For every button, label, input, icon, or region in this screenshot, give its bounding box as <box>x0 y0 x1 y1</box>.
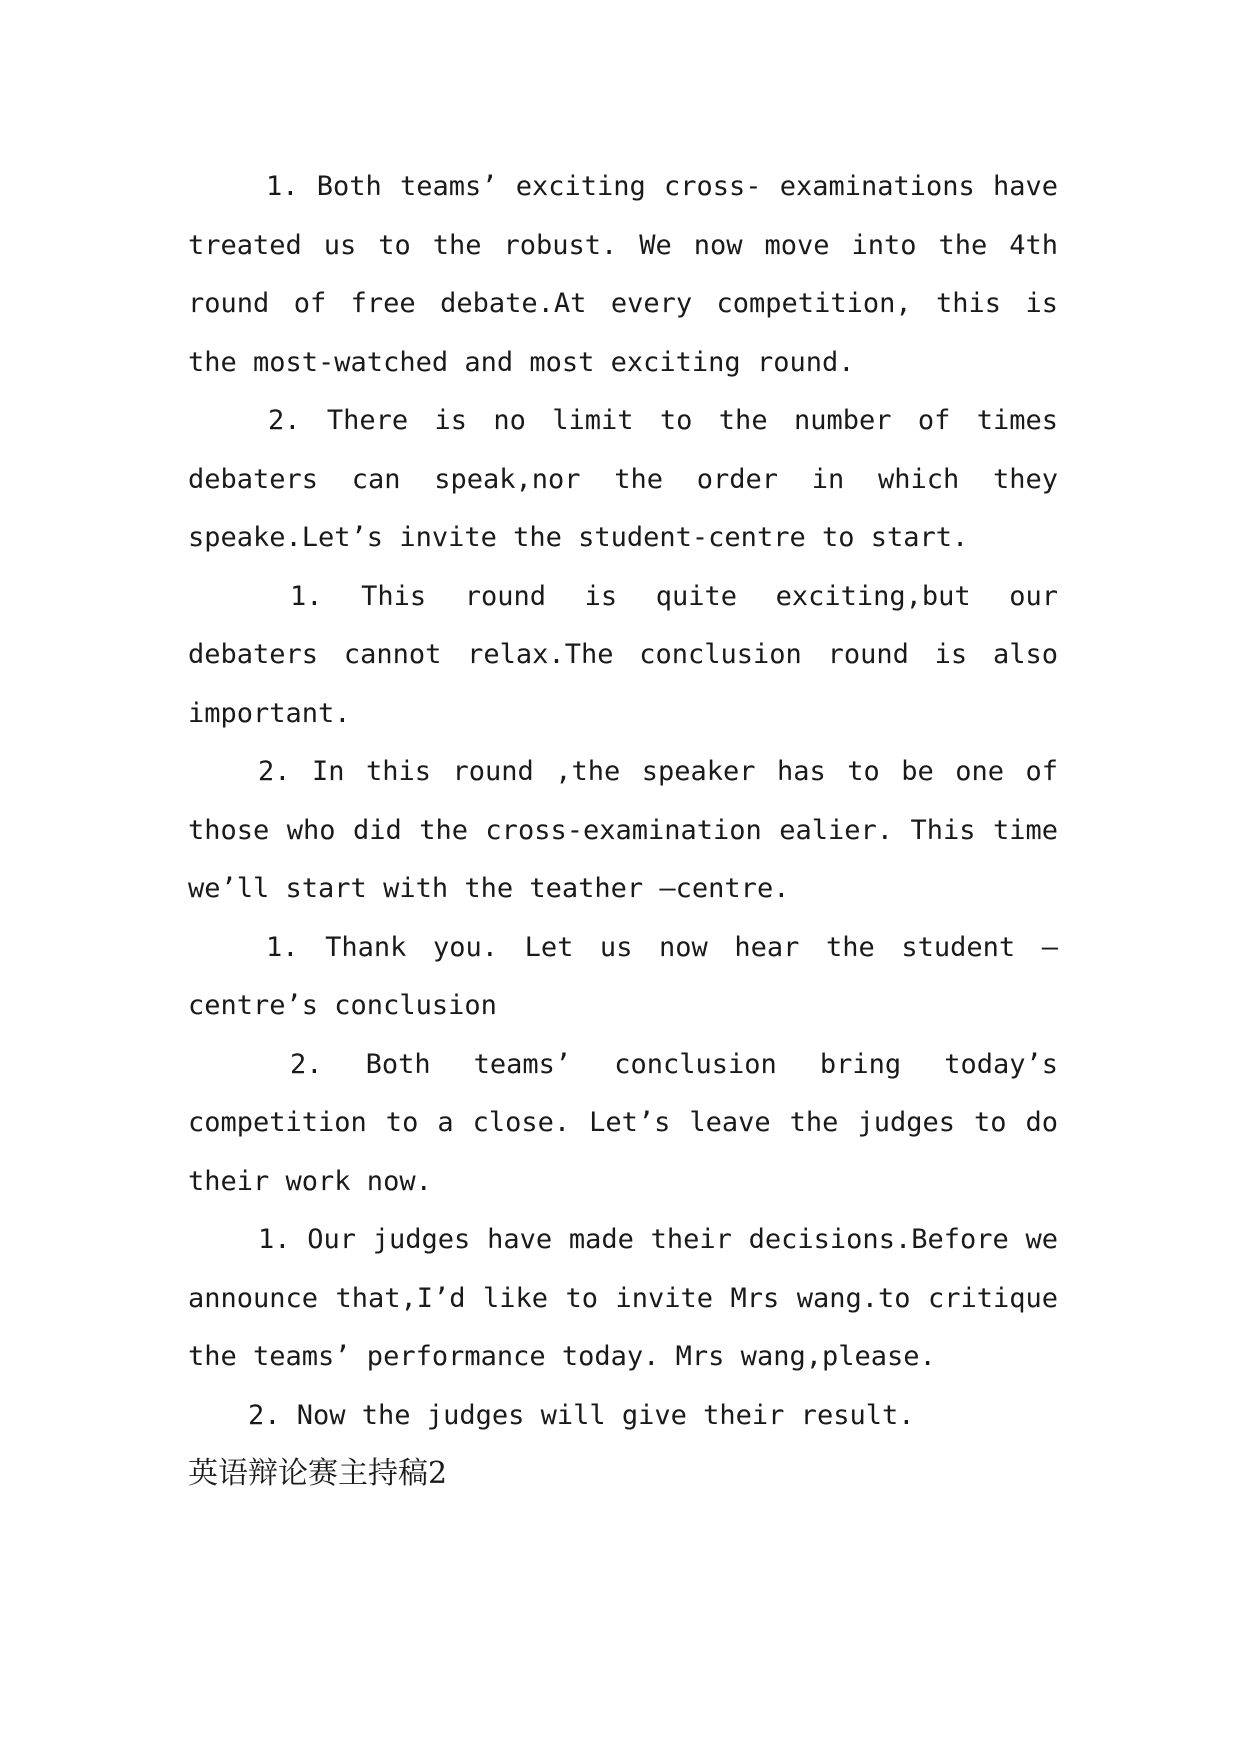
paragraph-4: 2. In this round ,the speaker has to be one of those who did the cross-examination ealier. This time we’ll start with the teather –centre. <box>188 756 1058 904</box>
paragraph-7: 1. Our judges have made their decisions.Before we announce that,I’d like to invite Mrs wang.to critique the teams’ performance today. Mrs wang,please. <box>188 1224 1058 1372</box>
paragraph-8: 2. Now the judges will give their result. <box>248 1399 915 1431</box>
paragraph-3: 1. This round is quite exciting,but our debaters cannot relax.The conclusion round is also important. <box>188 580 1058 729</box>
document-body <box>188 158 1058 1504</box>
section-heading: 英语辩论赛主持稿2 <box>188 1456 448 1491</box>
paragraph-6: 2. Both teams’ conclusion bring today’s competition to a close. Let’s leave the judges to do their work now. <box>188 1048 1058 1197</box>
paragraph-5: 1. Thank you. Let us now hear the student –centre’s conclusion <box>188 931 1058 1021</box>
paragraph-2: 2. There is no limit to the number of times debaters can speak,nor the order in which they speake.Let’s invite the student-centre to start. <box>188 405 1058 553</box>
paragraph-1: 1. Both teams’ exciting cross- examinations have treated us to the robust. We now move into the 4th round of free debate.At every competition, this is the most-watched and most exciting round. <box>188 171 1058 378</box>
